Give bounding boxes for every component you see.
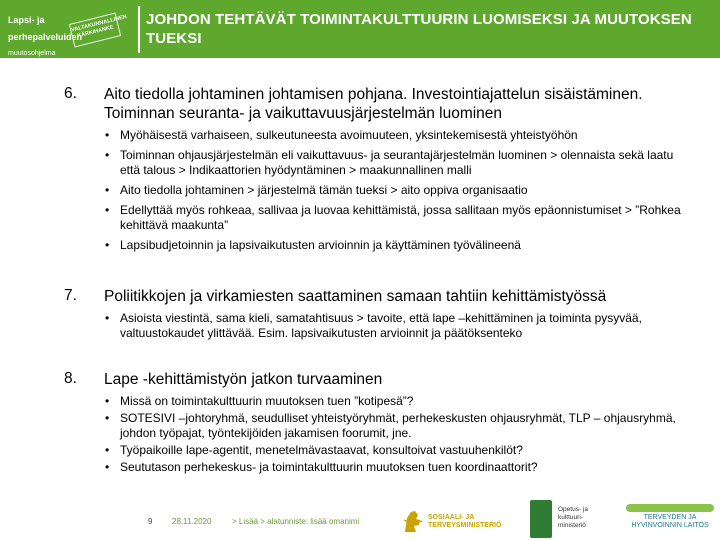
- ministry-emblem-icon: [530, 500, 552, 538]
- okm-logo: [530, 500, 610, 540]
- slide-title: JOHDON TEHTÄVÄT TOIMINTAKULTTUURIN LUOMISEKSI JA MUUTOKSEN TUEKSI: [146, 11, 692, 47]
- footer: [0, 500, 720, 540]
- okm-line-2: kulttuuri-: [558, 514, 583, 521]
- page-number: 9: [148, 517, 153, 526]
- section-number: 6.: [64, 85, 77, 102]
- stm-logo: [402, 508, 514, 536]
- section-number: 8.: [64, 370, 77, 387]
- program-logo: [8, 7, 130, 57]
- list-item: • Edellyttää myös rohkeaa, sallivaa ja luovaa kehittämistä, jossa sallitaan myös epäonnistumiset > ”Rohkea kehittävä maakunta”: [105, 203, 681, 232]
- stm-line-2: TERVEYSMINISTERIÖ: [428, 522, 502, 529]
- list-item: • Työpaikoille lape-agentit, menetelmävastaavat, konsultoivat vastuuhenkilöt?: [105, 443, 523, 457]
- okm-line-3: ministeriö: [558, 522, 586, 529]
- stamp-logo: VALTAKUNNALLINEN KÄRKIHANKE: [69, 13, 121, 48]
- list-item: • Toiminnan ohjausjärjestelmän eli vaikuttavuus- ja seurantajärjestelmän luominen > olennaista sekä laatu että talous > Indikaattorien hyödyntäminen > maakunnallinen malli: [105, 148, 674, 177]
- bullet-list: [104, 311, 694, 346]
- list-item: • Lapsibudjetoinnin ja lapsivaikutusten arvioinnin ja käyttäminen työvälineenä: [105, 238, 521, 252]
- list-item: • Aito tiedolla johtaminen > järjestelmä tämän tueksi > aito oppiva organisaatio: [105, 183, 528, 197]
- list-item: • Seututason perhekeskus- ja toimintakulttuurin muutoksen tuen koordinaattorit?: [105, 460, 538, 474]
- list-item: • Missä on toimintakulttuurin muutoksen tuen ”kotipesä”?: [105, 394, 414, 408]
- okm-line-1: Opetus- ja: [558, 506, 588, 513]
- list-item: • SOTESIVI –johtoryhmä, seudulliset yhteistyöryhmät, perhekeskusten ohjausryhmät, TLP – ohjausryhmä, johdon työpajat, työntekijöiden jakamisen foorumit, jne.: [105, 411, 676, 440]
- footer-date: 28.11.2020: [172, 517, 212, 526]
- list-item: • Asioista viestintä, sama kieli, samatahtisuus > tavoite, että lape –kehittäminen ja toiminta pysyvää, valtuustokaudet ylittävää. Esim. lapsivaikutusten arvioinnit ja päätöksenteko: [105, 311, 642, 340]
- header-bar: [0, 0, 720, 58]
- logo-line-1: Lapsi- ja: [8, 14, 45, 25]
- section-number: 7.: [64, 287, 77, 304]
- stm-line-1: SOSIAALI- JA: [428, 514, 475, 521]
- section-title: Aito tiedolla johtaminen johtamisen pohjana. Investointiajattelun sisäistäminen. Toiminnan seuranta- ja vaikuttavuusjärjestelmän luominen: [104, 86, 643, 122]
- thl-line-1: TERVEYDEN JA: [643, 514, 697, 521]
- thl-logo: [622, 502, 718, 538]
- lion-icon: [402, 508, 424, 536]
- bullet-list: [104, 128, 694, 258]
- logo-line-3: muutosohjelma: [8, 49, 56, 57]
- header-divider: [138, 6, 140, 53]
- section-title: Lape -kehittämistyön jatkon turvaaminen: [104, 371, 383, 388]
- thl-line-2: HYVINVOINNIN LAITOS: [631, 522, 709, 529]
- section-title: Poliitikkojen ja virkamiesten saattaminen samaan tahtiin kehittämistyössä: [104, 288, 607, 305]
- list-item: • Myöhäisestä varhaiseen, sulkeutuneesta avoimuuteen, yksintekemisestä yhteistyöhön: [105, 128, 578, 142]
- footer-text: > Lisää > alatunniste: lisää omanimi: [232, 517, 360, 526]
- logo-line-2: perhepalveluiden: [8, 31, 83, 42]
- bullet-list: [104, 394, 694, 480]
- thl-emblem-icon: [626, 504, 714, 512]
